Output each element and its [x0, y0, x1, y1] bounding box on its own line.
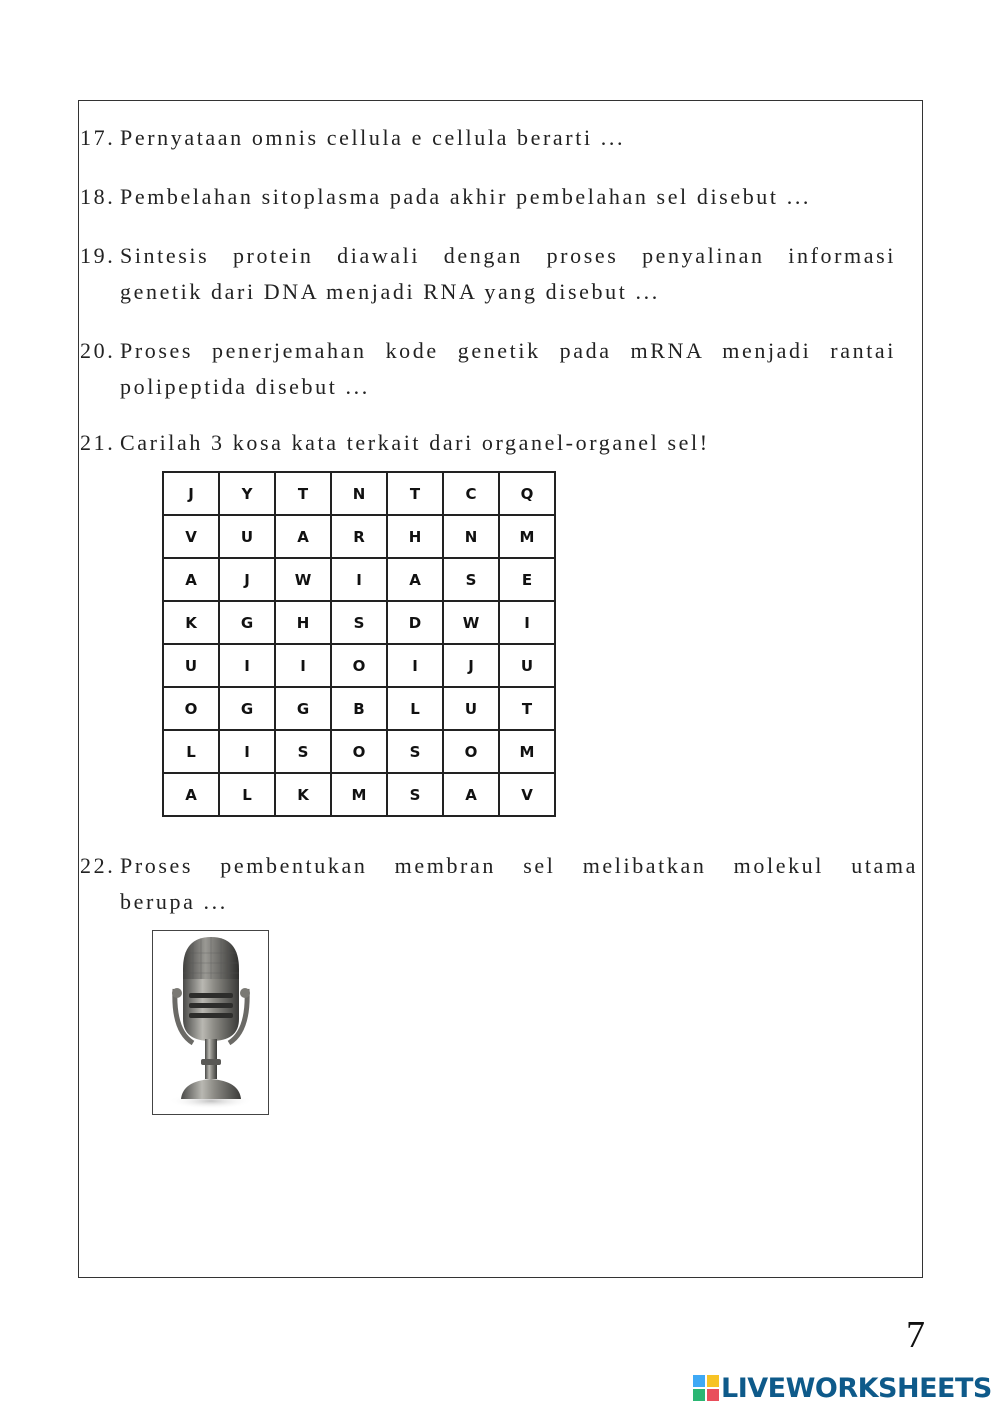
question-22-line2: berupa ... [120, 889, 228, 914]
grid-cell[interactable]: S [387, 773, 443, 816]
grid-cell[interactable]: I [219, 644, 275, 687]
grid-cell[interactable]: L [219, 773, 275, 816]
grid-cell[interactable]: W [275, 558, 331, 601]
grid-cell[interactable]: G [275, 687, 331, 730]
grid-cell[interactable]: I [219, 730, 275, 773]
grid-cell[interactable]: A [163, 773, 219, 816]
question-20-line1: Proses penerjemahan kode genetik pada mRNA menjadi rantai [120, 338, 896, 363]
grid-row [163, 472, 555, 515]
grid-cell[interactable]: Q [499, 472, 555, 515]
grid-cell[interactable]: S [275, 730, 331, 773]
grid-cell[interactable]: O [331, 644, 387, 687]
grid-cell[interactable]: A [387, 558, 443, 601]
grid-cell[interactable]: E [499, 558, 555, 601]
grid-cell[interactable]: B [331, 687, 387, 730]
word-search-grid [162, 471, 556, 817]
question-19: 19. Sintesis protein diawali dengan proses penyalinan informasi genetik dari DNA menjadi RNA yang disebut ... [80, 238, 896, 310]
grid-row [163, 558, 555, 601]
grid-cell[interactable]: M [499, 515, 555, 558]
grid-cell[interactable]: S [331, 601, 387, 644]
grid-cell[interactable]: V [499, 773, 555, 816]
grid-cell[interactable]: T [275, 472, 331, 515]
grid-row [163, 687, 555, 730]
grid-cell[interactable]: K [275, 773, 331, 816]
grid-cell[interactable]: U [443, 687, 499, 730]
grid-row [163, 601, 555, 644]
grid-cell[interactable]: H [275, 601, 331, 644]
grid-cell[interactable]: A [275, 515, 331, 558]
grid-cell[interactable]: O [443, 730, 499, 773]
grid-cell[interactable]: S [443, 558, 499, 601]
grid-cell[interactable]: G [219, 687, 275, 730]
question-20-line2: polipeptida disebut ... [120, 374, 370, 399]
liveworksheets-logo-icon [693, 1375, 719, 1401]
grid-cell[interactable]: J [219, 558, 275, 601]
grid-cell[interactable]: V [163, 515, 219, 558]
brand-logo[interactable] [693, 1372, 992, 1404]
grid-cell[interactable]: O [163, 687, 219, 730]
grid-cell[interactable]: Y [219, 472, 275, 515]
question-17: 17. Pernyataan omnis cellula e cellula berarti ... [80, 125, 626, 150]
grid-cell[interactable]: L [387, 687, 443, 730]
grid-cell[interactable]: G [219, 601, 275, 644]
grid-cell[interactable]: J [163, 472, 219, 515]
question-21: 21. Carilah 3 kosa kata terkait dari organel-organel sel! [80, 430, 710, 455]
grid-cell[interactable]: I [275, 644, 331, 687]
question-20: 20. Proses penerjemahan kode genetik pada mRNA menjadi rantai polipeptida disebut ... [80, 333, 896, 405]
grid-cell[interactable]: K [163, 601, 219, 644]
brand-name: LIVEWORKSHEETS [721, 1372, 992, 1404]
grid-cell[interactable]: L [163, 730, 219, 773]
grid-cell[interactable]: M [331, 773, 387, 816]
grid-cell[interactable]: T [499, 687, 555, 730]
grid-cell[interactable]: A [443, 773, 499, 816]
question-22: 22. Proses pembentukan membran sel melibatkan molekul utama berupa ... [80, 848, 918, 920]
grid-cell[interactable]: S [387, 730, 443, 773]
grid-cell[interactable]: H [387, 515, 443, 558]
grid-cell[interactable]: T [387, 472, 443, 515]
grid-cell[interactable]: W [443, 601, 499, 644]
question-18-text: Pembelahan sitoplasma pada akhir pembelahan sel disebut ... [120, 184, 812, 209]
grid-row [163, 773, 555, 816]
grid-cell[interactable]: I [331, 558, 387, 601]
grid-row [163, 644, 555, 687]
grid-row [163, 515, 555, 558]
grid-cell[interactable]: N [443, 515, 499, 558]
question-19-line2: genetik dari DNA menjadi RNA yang disebut ... [120, 279, 660, 304]
question-21-text: Carilah 3 kosa kata terkait dari organel-organel sel! [120, 430, 710, 455]
question-17-text: Pernyataan omnis cellula e cellula berarti ... [120, 125, 626, 150]
microphone-icon [153, 931, 268, 1114]
grid-cell[interactable]: O [331, 730, 387, 773]
page-number: 7 [906, 1314, 925, 1356]
grid-cell[interactable]: U [163, 644, 219, 687]
grid-cell[interactable]: I [387, 644, 443, 687]
question-22-line1: Proses pembentukan membran sel melibatkan molekul utama [120, 853, 918, 878]
grid-row [163, 730, 555, 773]
grid-cell[interactable]: U [219, 515, 275, 558]
grid-cell[interactable]: N [331, 472, 387, 515]
grid-cell[interactable]: A [163, 558, 219, 601]
grid-cell[interactable]: C [443, 472, 499, 515]
grid-cell[interactable]: D [387, 601, 443, 644]
question-19-line1: Sintesis protein diawali dengan proses penyalinan informasi [120, 243, 896, 268]
audio-button[interactable] [152, 930, 269, 1115]
grid-cell[interactable]: M [499, 730, 555, 773]
grid-cell[interactable]: J [443, 644, 499, 687]
grid-cell[interactable]: I [499, 601, 555, 644]
question-18: 18. Pembelahan sitoplasma pada akhir pembelahan sel disebut ... [80, 184, 812, 209]
grid-cell[interactable]: U [499, 644, 555, 687]
grid-cell[interactable]: R [331, 515, 387, 558]
